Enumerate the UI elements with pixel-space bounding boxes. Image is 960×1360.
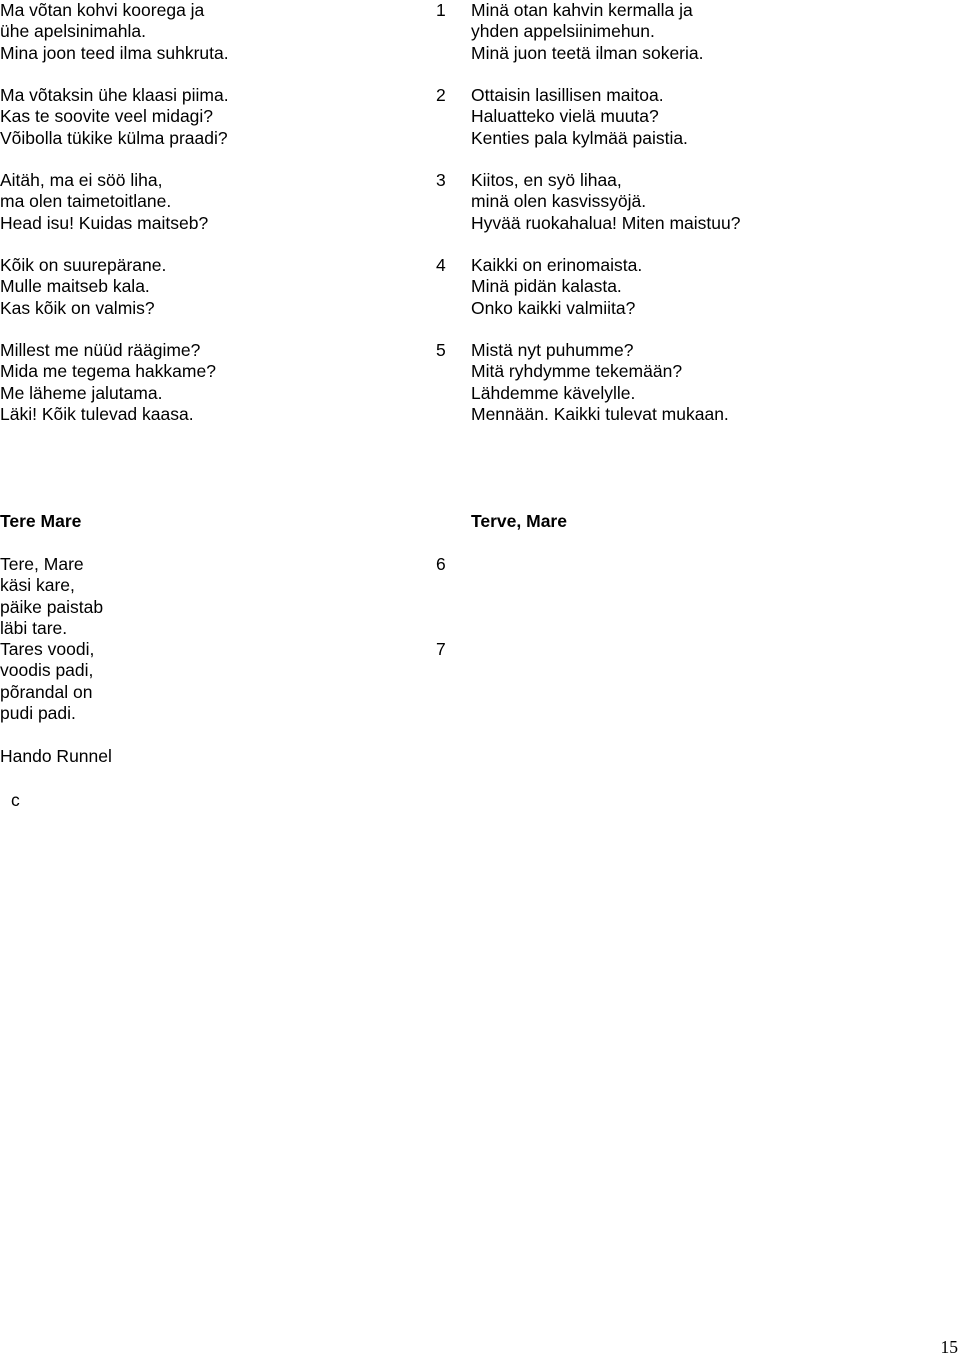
text-line: Minä juon teetä ilman sokeria.: [471, 42, 704, 63]
dialogue-3-estonian: [0, 170, 400, 234]
text-line: Kenties pala kylmää paistia.: [471, 127, 688, 148]
text-line: Läki! Kõik tulevad kaasa.: [0, 403, 194, 424]
text-line: Mida me tegema hakkame?: [0, 361, 216, 382]
dialogue-4-number: 4: [436, 255, 446, 275]
text-line: Ottaisin lasillisen maitoa.: [471, 85, 664, 105]
stanza-7: [0, 639, 400, 724]
text-line: Ma võtan kohvi koorega ja: [0, 0, 205, 20]
text-line: Kas kõik on valmis?: [0, 297, 155, 318]
text-line: minä olen kasvissyöjä.: [471, 191, 647, 212]
poem-line: päike paistab: [0, 596, 104, 617]
text-line: Mulle maitseb kala.: [0, 276, 150, 297]
text-line: Ma võtaksin ühe klaasi piima.: [0, 85, 229, 105]
poem-line: käsi kare,: [0, 575, 75, 596]
poem-line: läbi tare.: [0, 617, 68, 638]
dialogue-5-estonian: [0, 340, 400, 425]
stanza-7-number: 7: [436, 639, 446, 659]
text-line: Onko kaikki valmiita?: [471, 297, 636, 318]
text-line: Me läheme jalutama.: [0, 382, 163, 403]
text-line: yhden appelsiinimehun.: [471, 21, 655, 42]
poem-title-estonian: Tere Mare: [0, 511, 82, 531]
text-line: Millest me nüüd räägime?: [0, 340, 201, 360]
text-line: Minä pidän kalasta.: [471, 276, 622, 297]
poem-title-finnish: Terve, Mare: [471, 511, 567, 531]
dialogue-5-finnish: [471, 340, 941, 425]
text-line: Mistä nyt puhumme?: [471, 340, 634, 360]
text-line: Minä otan kahvin kermalla ja: [471, 0, 693, 20]
poem-line: Tere, Mare: [0, 554, 84, 574]
poem-line: Tares voodi,: [0, 639, 95, 659]
poem-line: voodis padi,: [0, 660, 94, 681]
dialogue-1-finnish: [471, 0, 941, 64]
text-line: Mitä ryhdymme tekemään?: [471, 361, 683, 382]
dialogue-2-number: 2: [436, 85, 446, 105]
text-line: Kiitos, en syö lihaa,: [471, 170, 622, 190]
text-line: Kas te soovite veel midagi?: [0, 106, 214, 127]
dialogue-2-estonian: [0, 85, 400, 149]
poem-line: pudi padi.: [0, 702, 76, 723]
text-line: Haluatteko vielä muuta?: [471, 106, 659, 127]
poem-line: põrandal on: [0, 681, 93, 702]
dialogue-3-finnish: [471, 170, 941, 234]
text-line: Mennään. Kaikki tulevat mukaan.: [471, 403, 729, 424]
page-number: 15: [940, 1337, 958, 1357]
text-line: ühe apelsinimahla.: [0, 21, 146, 42]
dialogue-1-estonian: [0, 0, 400, 64]
text-line: Head isu! Kuidas maitseb?: [0, 212, 209, 233]
text-line: Mina joon teed ilma suhkruta.: [0, 42, 229, 63]
dialogue-4-finnish: [471, 255, 941, 319]
text-line: ma olen taimetoitlane.: [0, 191, 172, 212]
stanza-6: [0, 554, 400, 639]
text-line: Hyvää ruokahalua! Miten maistuu?: [471, 212, 741, 233]
text-line: Kaikki on erinomaista.: [471, 255, 643, 275]
text-line: Võibolla tükike külma praadi?: [0, 127, 228, 148]
stray-mark: c: [11, 790, 20, 810]
poem-author: Hando Runnel: [0, 746, 112, 766]
dialogue-2-finnish: [471, 85, 941, 149]
text-line: Aitäh, ma ei söö liha,: [0, 170, 163, 190]
text-line: Kõik on suurepärane.: [0, 255, 167, 275]
dialogue-3-number: 3: [436, 170, 446, 190]
stanza-6-number: 6: [436, 554, 446, 574]
dialogue-5-number: 5: [436, 340, 446, 360]
dialogue-4-estonian: [0, 255, 400, 319]
text-line: Lähdemme kävelylle.: [471, 382, 636, 403]
dialogue-1-number: 1: [436, 0, 446, 20]
